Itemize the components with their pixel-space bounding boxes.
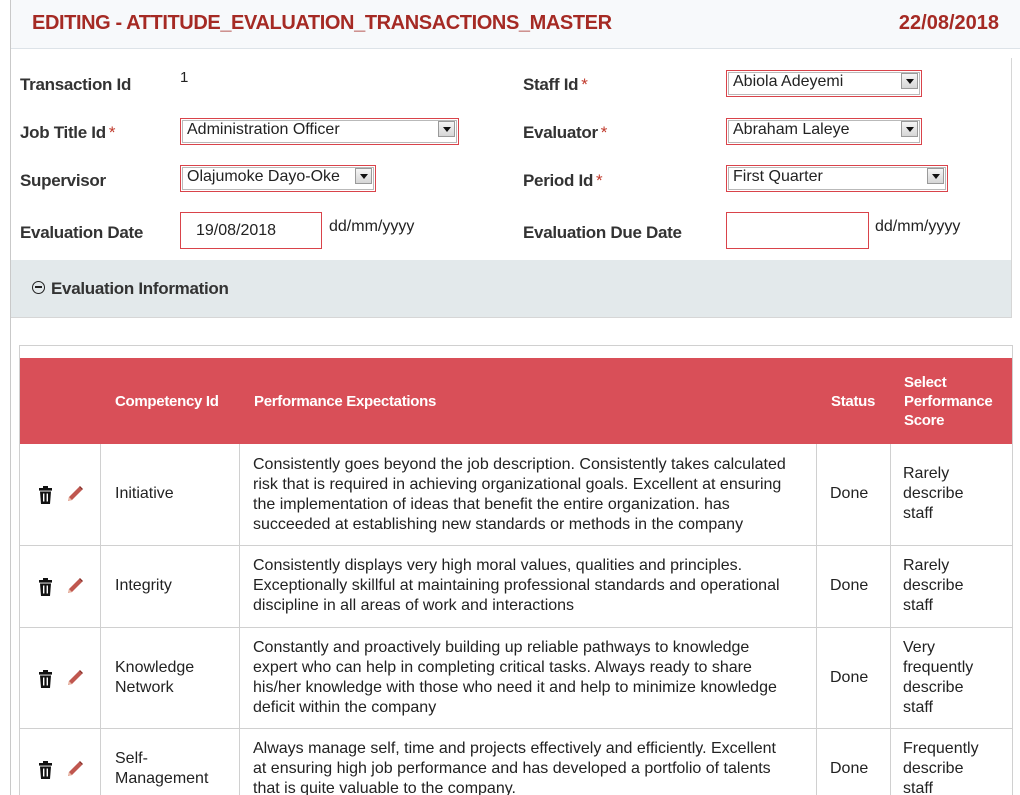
trash-icon[interactable] [38, 670, 53, 688]
pencil-icon[interactable] [66, 485, 84, 503]
status-cell: Done [830, 669, 869, 686]
table-row [20, 729, 1012, 795]
pencil-icon[interactable] [66, 760, 84, 778]
period-id-select[interactable] [726, 165, 948, 192]
competency-cell: Self- Management [115, 750, 209, 787]
competency-cell: Knowledge Network [115, 659, 195, 696]
score-cell[interactable]: Rarely describe staff [903, 465, 964, 522]
supervisor-select[interactable] [180, 165, 376, 192]
expectations-cell: Always manage self, time and projects effectively and efficiently. Excellent at ensuring high job performance and has developed a portfolio of talents that is quite valuable to the company. [253, 740, 776, 795]
staff-id-label: Staff Id * [523, 75, 588, 94]
table-row [20, 628, 1012, 729]
table-row [20, 546, 1012, 628]
job-title-id-label: Job Title Id * [20, 123, 116, 142]
chevron-down-icon [355, 168, 372, 184]
header-date: 22/08/2018 [898, 12, 999, 34]
evaluation-table [19, 345, 1013, 795]
evaluator-value: Abraham Laleye [733, 121, 850, 138]
staff-id-value: Abiola Adeyemi [733, 73, 844, 90]
column-header-status: Status [831, 393, 876, 410]
transaction-id-label: Transaction Id [20, 75, 132, 94]
evaluation-date-value: 19/08/2018 [196, 222, 277, 239]
column-header-competency: Competency Id [115, 393, 219, 410]
staff-id-select[interactable] [726, 70, 922, 97]
period-id-label: Period Id * [523, 171, 603, 190]
table-header [20, 358, 1012, 444]
job-title-id-value: Administration Officer [187, 121, 340, 138]
score-cell[interactable]: Very frequently describe staff [903, 639, 974, 716]
evaluation-date-input[interactable] [180, 212, 322, 249]
status-cell: Done [830, 760, 869, 777]
evaluation-date-label: Evaluation Date [20, 223, 144, 242]
editor-panel [10, 0, 1020, 795]
supervisor-value: Olajumoke Dayo-Oke [187, 168, 340, 185]
collapse-circle-icon[interactable] [32, 281, 45, 294]
expectations-cell: Constantly and proactively building up reliable pathways to knowledge expert who can help in completing critical tasks. Always ready to share his/her knowledge with those who need it and help to minimize knowledge deficit within the company [253, 639, 777, 716]
expectations-cell: Consistently goes beyond the job description. Consistently takes calculated risk that is required in achieving organizational goals. Excellent at ensuring the implementation of ideas that benefit the entire organization. has succeeded at establishing new standards or methods in the company [253, 456, 786, 533]
pencil-icon[interactable] [66, 577, 84, 595]
column-header-expectations: Performance Expectations [254, 393, 437, 410]
evaluator-label: Evaluator * [523, 123, 608, 142]
trash-icon[interactable] [38, 761, 53, 779]
job-title-id-select[interactable] [180, 118, 459, 145]
evaluation-due-date-format-hint: dd/mm/yyyy [875, 218, 961, 235]
table-row [20, 444, 1012, 546]
evaluator-select[interactable] [726, 118, 922, 145]
chevron-down-icon [901, 121, 918, 137]
transaction-id-value: 1 [180, 69, 189, 86]
trash-icon[interactable] [38, 486, 53, 504]
page-header [11, 0, 1020, 49]
chevron-down-icon [901, 73, 918, 89]
chevron-down-icon [927, 168, 944, 184]
transaction-form [11, 58, 1012, 260]
expectations-cell: Consistently displays very high moral values, qualities and principles. Exceptionally skillful at maintaining professional standards and operational discipline in all areas of work and interactions [253, 557, 780, 614]
status-cell: Done [830, 485, 869, 502]
evaluation-due-date-input[interactable] [726, 212, 869, 249]
evaluation-information-section[interactable] [11, 260, 1012, 318]
competency-cell: Integrity [115, 577, 172, 594]
score-cell[interactable]: Frequently describe staff [903, 740, 979, 795]
evaluation-due-date-label: Evaluation Due Date [523, 223, 682, 242]
trash-icon[interactable] [38, 578, 53, 596]
period-id-value: First Quarter [733, 168, 823, 185]
section-title: Evaluation Information [51, 279, 229, 298]
column-header-score: Select Performance Score [904, 374, 993, 429]
status-cell: Done [830, 577, 869, 594]
supervisor-label: Supervisor [20, 171, 106, 190]
chevron-down-icon [438, 121, 455, 137]
score-cell[interactable]: Rarely describe staff [903, 557, 964, 614]
competency-cell: Initiative [115, 485, 174, 502]
page-title: EDITING - ATTITUDE_EVALUATION_TRANSACTIONS_MASTER [32, 12, 612, 34]
pencil-icon[interactable] [66, 669, 84, 687]
evaluation-date-format-hint: dd/mm/yyyy [329, 218, 415, 235]
